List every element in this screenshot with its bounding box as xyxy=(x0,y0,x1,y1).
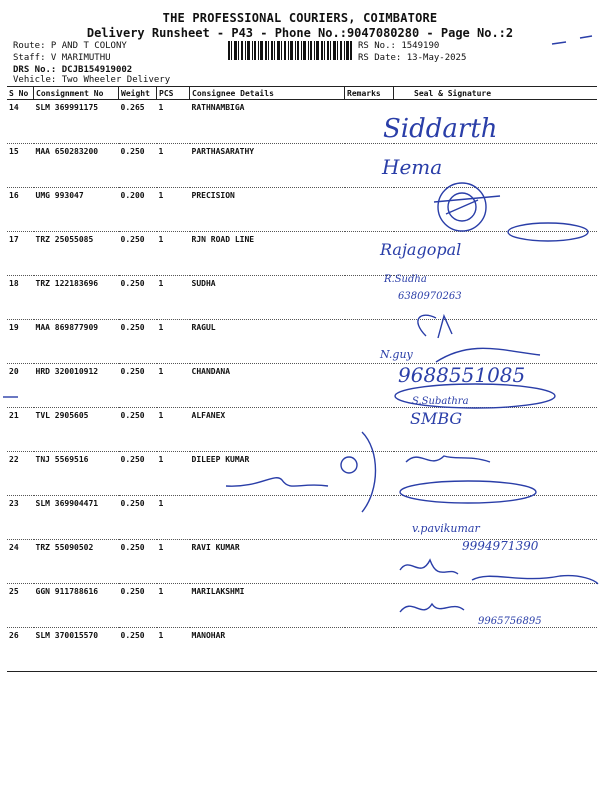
cell-consignee: DILEEP KUMAR xyxy=(190,452,345,496)
cell-weight: 0.250 xyxy=(119,276,157,320)
cell-consignment: TNJ 5569516 xyxy=(34,452,119,496)
cell-consignee: ALFANEX xyxy=(190,408,345,452)
rs-number: RS No.: 1549190 xyxy=(358,41,440,51)
cell-consignment: GGN 911788616 xyxy=(34,584,119,628)
col-weight: Weight xyxy=(119,87,157,100)
col-pcs: PCS xyxy=(157,87,190,100)
cell-consignee: RAGUL xyxy=(190,320,345,364)
cell-pcs: 1 xyxy=(157,540,190,584)
cell-pcs: 1 xyxy=(157,628,190,672)
cell-consignment: SLM 369991175 xyxy=(34,100,119,144)
cell-pcs: 1 xyxy=(157,232,190,276)
cell-pcs: 1 xyxy=(157,276,190,320)
cell-sno: 14 xyxy=(7,100,34,144)
cell-consignment: UMG 993047 xyxy=(34,188,119,232)
margin-mark xyxy=(552,36,592,44)
cell-consignment: SLM 370015570 xyxy=(34,628,119,672)
cell-consignee: MANOHAR xyxy=(190,628,345,672)
signature-scribble xyxy=(472,576,598,584)
signature-scribble xyxy=(406,456,490,462)
signature-scribble xyxy=(226,478,328,486)
cell-weight: 0.200 xyxy=(119,188,157,232)
cell-sno: 15 xyxy=(7,144,34,188)
drs-number: DRS No.: DCJB154919002 xyxy=(13,65,133,75)
cell-weight: 0.250 xyxy=(119,364,157,408)
cell-pcs: 1 xyxy=(157,408,190,452)
cell-consignee: PRECISION xyxy=(190,188,345,232)
runsheet-subtitle: Delivery Runsheet - P43 - Phone No.:9047080280 - Page No.:2 xyxy=(86,26,514,40)
cell-sno: 26 xyxy=(7,628,34,672)
col-remarks: Remarks xyxy=(345,87,394,100)
signature-row-17: Rajagopal xyxy=(380,240,462,259)
signature-scribble xyxy=(362,432,376,512)
signature-row-18-phone: 6380970263 xyxy=(398,291,462,302)
col-consignment: Consignment No xyxy=(34,87,119,100)
cell-pcs: 1 xyxy=(157,452,190,496)
cell-weight: 0.250 xyxy=(119,144,157,188)
signature-row-24-name: v.pavikumar xyxy=(412,522,480,535)
signature-scribble xyxy=(436,348,540,362)
signature-scribble xyxy=(341,457,357,473)
cell-sno: 21 xyxy=(7,408,34,452)
cell-pcs: 1 xyxy=(157,100,190,144)
cell-consignee: RJN ROAD LINE xyxy=(190,232,345,276)
cell-weight: 0.250 xyxy=(119,628,157,672)
rs-date: RS Date: 13-May-2025 xyxy=(358,53,467,63)
col-signature: Seal & Signature xyxy=(394,87,598,100)
cell-pcs: 1 xyxy=(157,320,190,364)
cell-pcs: 1 xyxy=(157,364,190,408)
cell-consignment: SLM 369904471 xyxy=(34,496,119,540)
signature-row-26-phone: 9965756895 xyxy=(478,616,542,627)
cell-sno: 17 xyxy=(7,232,34,276)
cell-consignee: PARTHASARATHY xyxy=(190,144,345,188)
cell-sno: 18 xyxy=(7,276,34,320)
signature-row-14: Siddarth xyxy=(383,114,498,144)
cell-sno: 16 xyxy=(7,188,34,232)
cell-consignment: TRZ 55090502 xyxy=(34,540,119,584)
cell-sno: 25 xyxy=(7,584,34,628)
signature-scribble xyxy=(400,604,464,612)
col-sno: S No xyxy=(7,87,34,100)
signature-row-24-phone: 9994971390 xyxy=(462,539,539,553)
cell-weight: 0.265 xyxy=(119,100,157,144)
cell-sno: 23 xyxy=(7,496,34,540)
cell-weight: 0.250 xyxy=(119,584,157,628)
signature-row-21: S.Subathra xyxy=(412,396,469,407)
signature-scribble xyxy=(400,481,536,503)
cell-pcs: 1 xyxy=(157,144,190,188)
cell-consignment: TVL 2905605 xyxy=(34,408,119,452)
cell-weight: 0.250 xyxy=(119,496,157,540)
cell-consignment: MAA 650283200 xyxy=(34,144,119,188)
col-consignee: Consignee Details xyxy=(190,87,345,100)
signature-scribble xyxy=(418,315,452,338)
cell-weight: 0.250 xyxy=(119,408,157,452)
cell-consignee: CHANDANA xyxy=(190,364,345,408)
route-label: Route: P AND T COLONY xyxy=(13,41,127,51)
staff-label: Staff: V MARIMUTHU xyxy=(13,53,111,63)
cell-pcs: 1 xyxy=(157,188,190,232)
cell-weight: 0.250 xyxy=(119,452,157,496)
cell-consignee: RATHNAMBIGA xyxy=(190,100,345,144)
cell-sno: 24 xyxy=(7,540,34,584)
company-title: THE PROFESSIONAL COURIERS, COIMBATORE xyxy=(162,11,438,25)
vehicle-label: Vehicle: Two Wheeler Delivery xyxy=(13,75,171,85)
cell-weight: 0.250 xyxy=(119,232,157,276)
signature-row-18-name: R.Sudha xyxy=(384,274,427,285)
cell-sno: 20 xyxy=(7,364,34,408)
seal-stamp-icon xyxy=(434,183,500,231)
signature-row-20-name: N.guy xyxy=(380,348,413,361)
cell-consignment: MAA 869877909 xyxy=(34,320,119,364)
signature-scribble xyxy=(400,560,458,574)
signature-row-20-phone: 9688551085 xyxy=(398,363,526,387)
cell-weight: 0.250 xyxy=(119,540,157,584)
signature-scribble xyxy=(508,223,588,241)
cell-sno: 22 xyxy=(7,452,34,496)
cell-consignee: RAVI KUMAR xyxy=(190,540,345,584)
cell-consignment: TRZ 122183696 xyxy=(34,276,119,320)
signature-row-15: Hema xyxy=(382,155,443,179)
cell-weight: 0.250 xyxy=(119,320,157,364)
cell-pcs: 1 xyxy=(157,584,190,628)
cell-pcs: 1 xyxy=(157,496,190,540)
cell-consignee: SUDHA xyxy=(190,276,345,320)
cell-consignment: HRD 320010912 xyxy=(34,364,119,408)
signature-row-22: SMBG xyxy=(410,409,463,428)
cell-sno: 19 xyxy=(7,320,34,364)
cell-consignment: TRZ 25055085 xyxy=(34,232,119,276)
cell-consignee: MARILAKSHMI xyxy=(190,584,345,628)
